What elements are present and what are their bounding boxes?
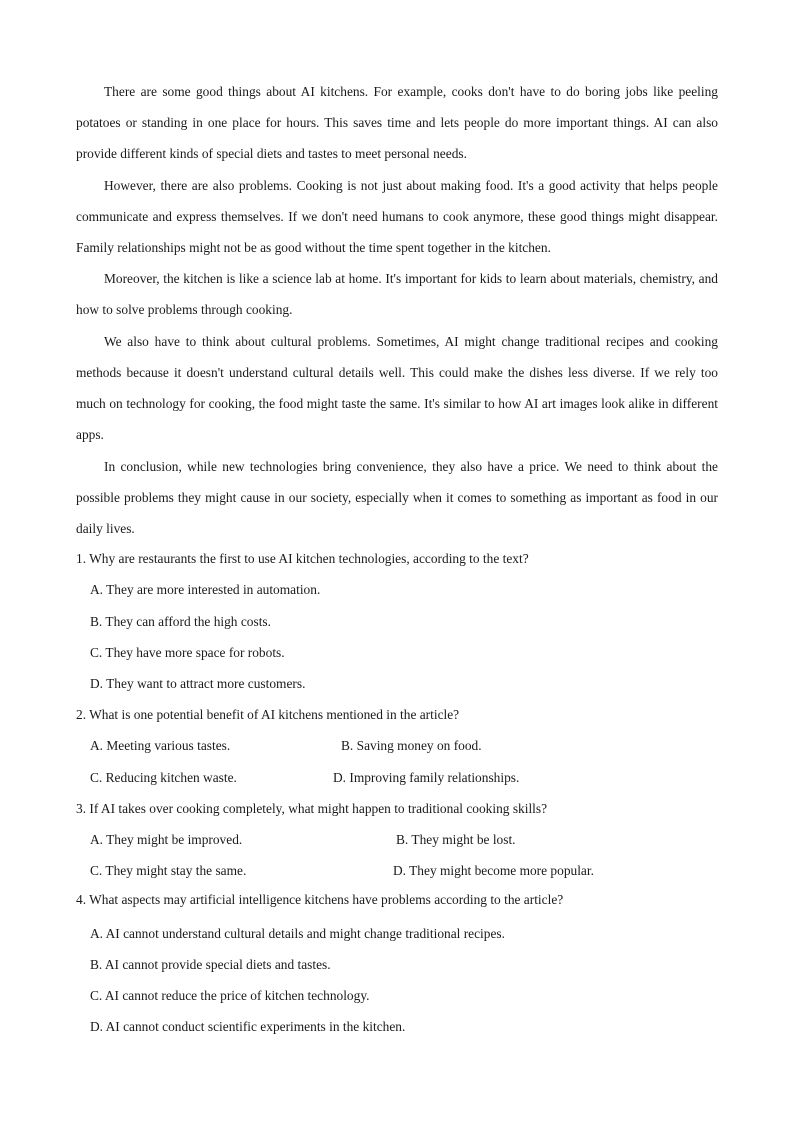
question-4-stem: 4. What aspects may artificial intelligence kitchens have problems according to the article? — [76, 892, 564, 907]
question-4-option-a: A. AI cannot understand cultural details and might change traditional recipes. — [90, 926, 505, 941]
question-2-option-b: B. Saving money on food. — [341, 738, 482, 753]
question-1-stem: 1. Why are restaurants the first to use AI kitchen technologies, according to the text? — [76, 551, 529, 566]
question-2-option-d: D. Improving family relationships. — [333, 770, 520, 785]
question-3-option-c: C. They might stay the same. — [90, 863, 247, 878]
question-4-option-d: D. AI cannot conduct scientific experiments in the kitchen. — [90, 1019, 406, 1034]
question-1-option-d: D. They want to attract more customers. — [90, 676, 306, 691]
question-4-option-c: C. AI cannot reduce the price of kitchen technology. — [90, 988, 370, 1003]
question-2-stem: 2. What is one potential benefit of AI kitchens mentioned in the article? — [76, 707, 460, 722]
passage-paragraph-4: We also have to think about cultural problems. Sometimes, AI might change traditional recipes and cooking methods because it doesn't understand cultural details well. This could make the dishes less diverse. If we rely too much on technology for cooking, the food might taste the same. It's similar to how AI art images look alike in different apps. — [76, 334, 718, 443]
question-1-option-c: C. They have more space for robots. — [90, 645, 285, 660]
passage-paragraph-2: However, there are also problems. Cooking is not just about making food. It's a good activity that helps people communicate and express themselves. If we don't need humans to cook anymore, these good things might disappear. Family relationships might not be as good without the time spent together in the kitchen. — [76, 178, 718, 256]
question-3-option-a: A. They might be improved. — [90, 832, 243, 847]
passage-paragraph-1: There are some good things about AI kitchens. For example, cooks don't have to do boring jobs like peeling potatoes or standing in one place for hours. This saves time and lets people do more important things. AI can also provide different kinds of special diets and tastes to meet personal needs. — [76, 84, 718, 162]
question-4-option-b: B. AI cannot provide special diets and tastes. — [90, 957, 331, 972]
question-2-option-a: A. Meeting various tastes. — [90, 738, 231, 753]
passage-paragraph-5: In conclusion, while new technologies bring convenience, they also have a price. We need to think about the possible problems they might cause in our society, especially when it comes to something as important as food in our daily lives. — [76, 459, 718, 537]
question-2-option-c: C. Reducing kitchen waste. — [90, 770, 237, 785]
passage-paragraph-3: Moreover, the kitchen is like a science lab at home. It's important for kids to learn about materials, chemistry, and how to solve problems through cooking. — [76, 271, 718, 318]
question-1-option-b: B. They can afford the high costs. — [90, 614, 271, 629]
question-3-option-d: D. They might become more popular. — [393, 863, 594, 878]
question-1-option-a: A. They are more interested in automation. — [90, 582, 321, 597]
question-3-stem: 3. If AI takes over cooking completely, what might happen to traditional cooking skills? — [76, 801, 548, 816]
question-3-option-b: B. They might be lost. — [396, 832, 516, 847]
